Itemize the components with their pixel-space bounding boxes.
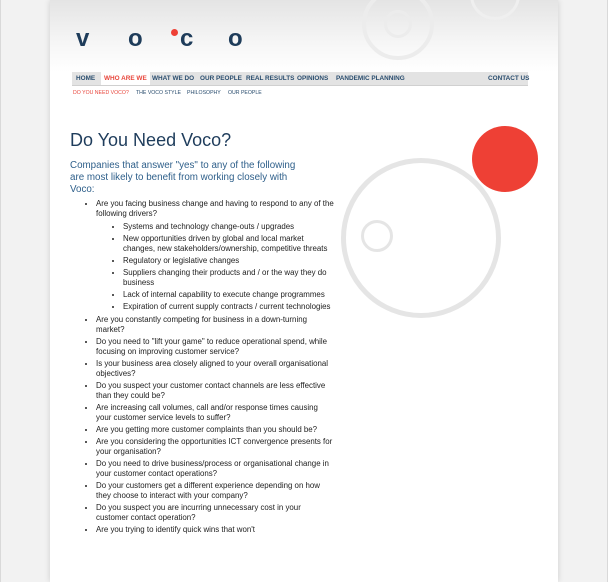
nav-our-people[interactable]: OUR PEOPLE	[200, 75, 242, 82]
list-item: • Do your customers get a different experience depending on how they choose to interact with your company?	[96, 481, 334, 501]
driver-item: • Systems and technology change-outs / upgrades	[123, 222, 334, 232]
nav-opinions[interactable]: OPINIONS	[297, 75, 329, 82]
nav-contact-us[interactable]: CONTACT US	[488, 75, 530, 82]
question-text: Are you facing business change and having to respond to any of the following drivers?	[96, 199, 334, 218]
driver-item: • Expiration of current supply contracts / current technologies	[123, 302, 334, 312]
driver-item: • New opportunities driven by global and local market changes, new stakeholders/ownership, competitive threats	[123, 234, 334, 254]
logo-letter: c	[180, 25, 194, 52]
list-item: • Are you considering the opportunities ICT convergence presents for your organisation?	[96, 437, 334, 457]
page-container	[50, 0, 558, 582]
list-item	[96, 199, 334, 312]
subnav-philosophy[interactable]: PHILOSOPHY	[187, 90, 221, 96]
nav-what-we-do[interactable]: WHAT WE DO	[152, 75, 195, 82]
question-list	[70, 199, 334, 537]
list-item: • Do you suspect you are incurring unnecessary cost in your customer contact operation?	[96, 503, 334, 523]
driver-item: • Suppliers changing their products and / or the way they do business	[123, 268, 334, 288]
list-item: • Are you trying to identify quick wins that won't	[96, 525, 334, 535]
nav-pandemic-planning[interactable]: PANDEMIC PLANNING	[336, 75, 405, 82]
list-item: • Is your business area closely aligned to your overall organisational objectives?	[96, 359, 334, 379]
nav-home[interactable]: HOME	[76, 75, 96, 82]
list-item: • Do you need to "lift your game" to reduce operational spend, while focusing on improving customer service?	[96, 337, 334, 357]
red-circle-graphic	[472, 126, 538, 192]
header-deco-circle-small	[384, 10, 412, 38]
logo-letter: v	[76, 25, 90, 52]
small-grey-ring-graphic	[361, 220, 393, 252]
list-item: • Do you need to drive business/process or organisational change in your customer contact operations?	[96, 459, 334, 479]
main-nav	[72, 72, 528, 86]
subnav-the-voco-style[interactable]: THE VOCO STYLE	[136, 90, 181, 96]
header-deco-circle-right	[470, 0, 520, 20]
driver-item: • Lack of internal capability to execute change programmes	[123, 290, 334, 300]
list-item: • Do you suspect your customer contact channels are less effective than they could be?	[96, 381, 334, 401]
subnav-our-people[interactable]: OUR PEOPLE	[228, 90, 262, 96]
logo-letter: o	[228, 25, 243, 52]
nav-who-are-we[interactable]: WHO ARE WE	[101, 72, 150, 85]
header	[50, 0, 558, 72]
list-item: • Are you constantly competing for business in a down-turning market?	[96, 315, 334, 335]
driver-list	[96, 222, 334, 312]
list-item: • Are you getting more customer complaints than you should be?	[96, 425, 334, 435]
driver-item: • Regulatory or legislative changes	[123, 256, 334, 266]
intro-text: Companies that answer "yes" to any of the following are most likely to benefit from working closely with Voco:	[70, 160, 296, 195]
list-item: • Are increasing call volumes, call and/or response times causing your customer service levels to suffer?	[96, 403, 334, 423]
subnav-do-you-need-voco[interactable]: DO YOU NEED VOCO?	[73, 90, 129, 96]
left-frame-border	[0, 0, 1, 582]
nav-real-results[interactable]: REAL RESULTS	[246, 75, 295, 82]
logo-accent-dot	[171, 29, 178, 36]
logo-letter: o	[128, 25, 143, 52]
page-title: Do You Need Voco?	[70, 130, 232, 150]
